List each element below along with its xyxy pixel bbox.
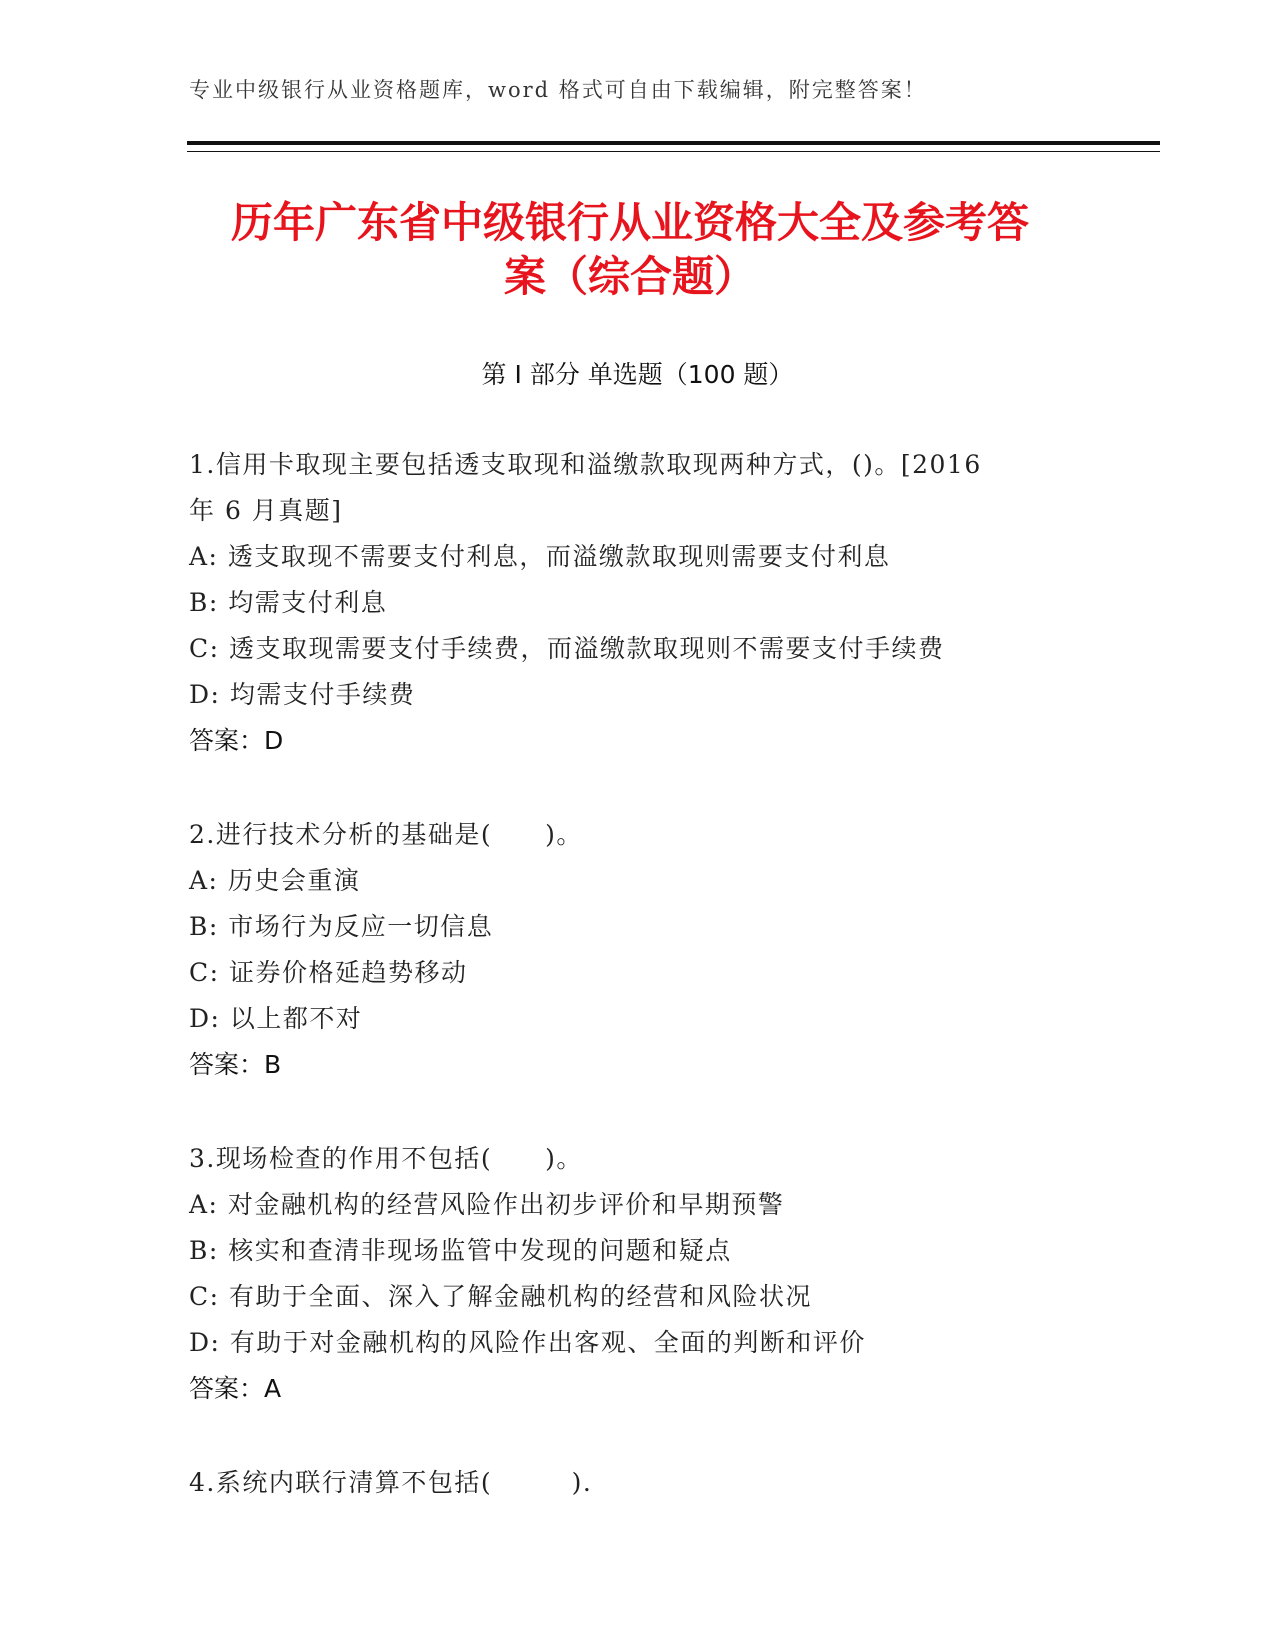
option-a: A: 历史会重演 [189, 866, 361, 895]
option-a: A: 透支取现不需要支付利息，而溢缴款取现则需要支付利息 [189, 542, 891, 571]
option-d: D: 有助于对金融机构的风险作出客观、全面的判断和评价 [189, 1328, 866, 1357]
option-b: B: 市场行为反应一切信息 [189, 912, 494, 941]
section-heading: 第 I 部分 单选题（100 题） [481, 360, 794, 389]
answer: 答案：D [189, 726, 284, 755]
answer: 答案：A [189, 1374, 282, 1403]
header-rule-thin [187, 151, 1160, 152]
option-c: C: 透支取现需要支付手续费，而溢缴款取现则不需要支付手续费 [189, 634, 945, 663]
question-list [189, 442, 1069, 1554]
question-text-continued: 年 6 月真题] [189, 496, 343, 525]
option-a: A: 对金融机构的经营风险作出初步评价和早期预警 [189, 1190, 785, 1219]
question-text: 3.现场检查的作用不包括( )。 [189, 1144, 583, 1173]
header-rule-thick [187, 141, 1160, 145]
answer: 答案：B [189, 1050, 282, 1079]
option-d: D: 以上都不对 [189, 1004, 363, 1033]
option-d: D: 均需支付手续费 [189, 680, 416, 709]
option-b: B: 核实和查清非现场监管中发现的问题和疑点 [189, 1236, 732, 1265]
option-c: C: 有助于全面、深入了解金融机构的经营和风险状况 [189, 1282, 813, 1311]
option-b: B: 均需支付利息 [189, 588, 388, 617]
question-3 [189, 1136, 1069, 1412]
header-note: 专业中级银行从业资格题库，word 格式可自由下载编辑，附完整答案！ [189, 78, 927, 102]
title-line-2: 案（综合题） [503, 252, 756, 301]
question-4 [189, 1460, 1069, 1506]
option-c: C: 证券价格延趋势移动 [189, 958, 468, 987]
question-text: 2.进行技术分析的基础是( )。 [189, 820, 583, 849]
document-title [180, 196, 1080, 304]
question-text: 1.信用卡取现主要包括透支取现和溢缴款取现两种方式，()。[2016 [189, 450, 982, 479]
question-text: 4.系统内联行清算不包括( ). [189, 1468, 593, 1497]
question-2 [189, 812, 1069, 1088]
question-1 [189, 442, 1069, 764]
title-line-1: 历年广东省中级银行从业资格大全及参考答 [230, 198, 1029, 247]
